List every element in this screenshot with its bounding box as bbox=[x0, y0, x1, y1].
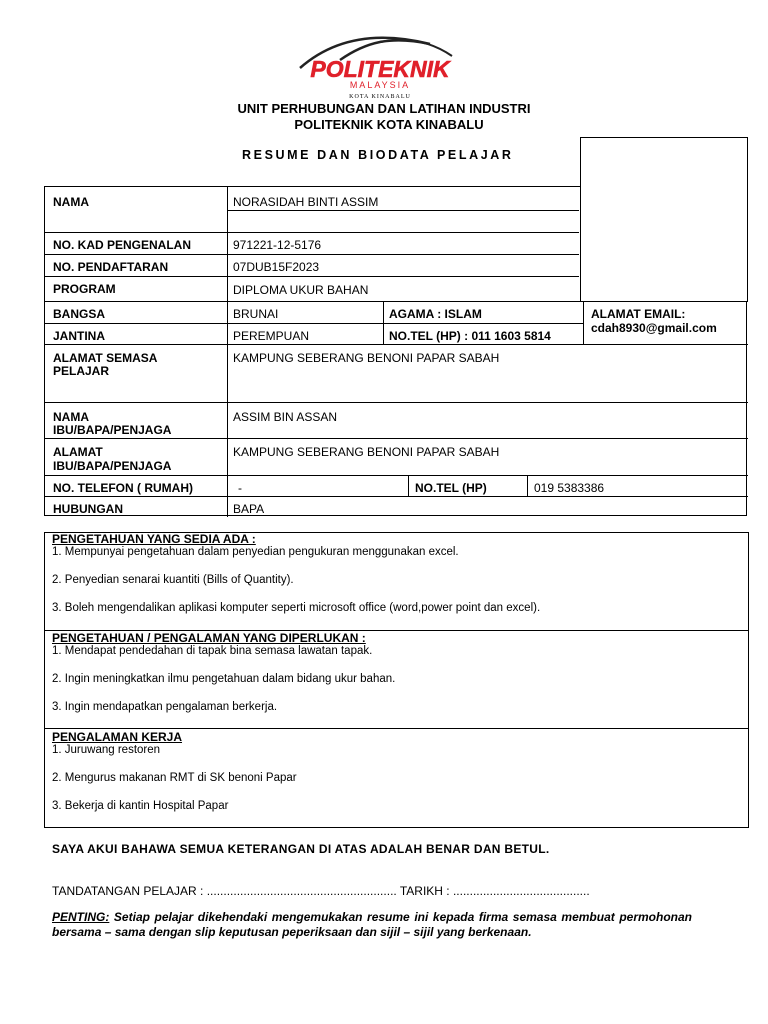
bangsa-label: BANGSA bbox=[53, 307, 106, 321]
nama-value: NORASIDAH BINTI ASSIM bbox=[233, 195, 379, 209]
parent-addr-value: KAMPUNG SEBERANG BENONI PAPAR SABAH bbox=[233, 445, 500, 459]
parent-addr-label-2: IBU/BAPA/PENJAGA bbox=[53, 459, 172, 473]
section-title: PENGETAHUAN / PENGALAMAN YANG DIPERLUKAN : bbox=[52, 631, 366, 645]
note-text: Setiap pelajar dikehendaki mengemukakan resume ini kepada firma semasa membuat permohonan bersama – sama dengan slip keputusan peperiksaan dan sijil – sijil yang berkenaan. bbox=[52, 910, 692, 939]
tel-hp-value: 019 5383386 bbox=[534, 481, 605, 495]
section-item: 3. Bekerja di kantin Hospital Papar bbox=[52, 800, 229, 812]
nama-label: NAMA bbox=[53, 195, 89, 209]
section-item: 1. Mempunyai pengetahuan dalam penyedian pengukuran menggunakan excel. bbox=[52, 546, 459, 558]
bangsa-value: BRUNAI bbox=[233, 307, 279, 321]
program-value: DIPLOMA UKUR BAHAN bbox=[233, 283, 369, 297]
program-label: PROGRAM bbox=[53, 282, 116, 296]
tel-rumah-value: - bbox=[238, 481, 242, 495]
note-label: PENTING: bbox=[52, 910, 110, 924]
email-value: cdah8930@gmail.com bbox=[591, 321, 717, 335]
politeknik-logo bbox=[280, 30, 480, 102]
declaration: SAYA AKUI BAHAWA SEMUA KETERANGAN DI ATAS ADALAH BENAR DAN BETUL. bbox=[52, 842, 550, 856]
kp-label: NO. KAD PENGENALAN bbox=[53, 238, 192, 252]
logo-country: MALAYSIA bbox=[349, 80, 411, 90]
parent-name-value: ASSIM BIN ASSAN bbox=[233, 410, 338, 424]
hubungan-label: HUBUNGAN bbox=[53, 502, 123, 516]
kp-value: 971221-12-5176 bbox=[233, 238, 322, 252]
section-item: 2. Ingin meningkatkan ilmu pengetahuan dalam bidang ukur bahan. bbox=[52, 673, 396, 685]
section-item: 2. Mengurus makanan RMT di SK benoni Papar bbox=[52, 772, 297, 784]
logo-brand: POLITEKNIK bbox=[310, 56, 450, 82]
header-line-2: POLITEKNIK KOTA KINABALU bbox=[294, 117, 484, 132]
logo-campus: KOTA KINABALU bbox=[349, 94, 411, 100]
notel-hp-field: NO.TEL (HP) : 011 1603 5814 bbox=[389, 329, 551, 343]
signature-line: TANDATANGAN PELAJAR : ......................................................... TARIKH : ......................................... bbox=[52, 884, 590, 898]
parent-name-label-1: NAMA bbox=[53, 410, 89, 424]
alamat-label-1: ALAMAT SEMASA bbox=[53, 351, 158, 365]
daftar-label: NO. PENDAFTARAN bbox=[53, 260, 169, 274]
alamat-value: KAMPUNG SEBERANG BENONI PAPAR SABAH bbox=[233, 351, 500, 365]
section-item: 1. Mendapat pendedahan di tapak bina semasa lawatan tapak. bbox=[52, 645, 373, 657]
jantina-label: JANTINA bbox=[53, 329, 106, 343]
hubungan-value: BAPA bbox=[233, 502, 265, 516]
section-item: 3. Boleh mengendalikan aplikasi komputer seperti microsoft office (word,power point dan excel). bbox=[52, 602, 541, 614]
parent-addr-label-1: ALAMAT bbox=[53, 445, 103, 459]
important-note bbox=[52, 910, 692, 940]
daftar-value: 07DUB15F2023 bbox=[233, 260, 320, 274]
section-item: 1. Juruwang restoren bbox=[52, 744, 161, 756]
section-title: PENGALAMAN KERJA bbox=[52, 730, 183, 744]
header-line-1: UNIT PERHUBUNGAN DAN LATIHAN INDUSTRI bbox=[237, 101, 531, 116]
agama-field: AGAMA : ISLAM bbox=[389, 307, 482, 321]
section-item: 2. Penyedian senarai kuantiti (Bills of Quantity). bbox=[52, 574, 294, 586]
page-title: RESUME DAN BIODATA PELAJAR bbox=[242, 148, 514, 162]
tel-rumah-label: NO. TELEFON ( RUMAH) bbox=[53, 481, 193, 495]
jantina-value: PEREMPUAN bbox=[233, 329, 310, 343]
alamat-label-2: PELAJAR bbox=[53, 364, 110, 378]
section-title: PENGETAHUAN YANG SEDIA ADA : bbox=[52, 532, 256, 546]
email-label: ALAMAT EMAIL: bbox=[591, 307, 686, 321]
parent-name-label-2: IBU/BAPA/PENJAGA bbox=[53, 423, 172, 437]
tel-hp-label: NO.TEL (HP) bbox=[415, 481, 487, 495]
photo-box bbox=[580, 137, 748, 302]
section-item: 3. Ingin mendapatkan pengalaman berkerja. bbox=[52, 701, 278, 713]
